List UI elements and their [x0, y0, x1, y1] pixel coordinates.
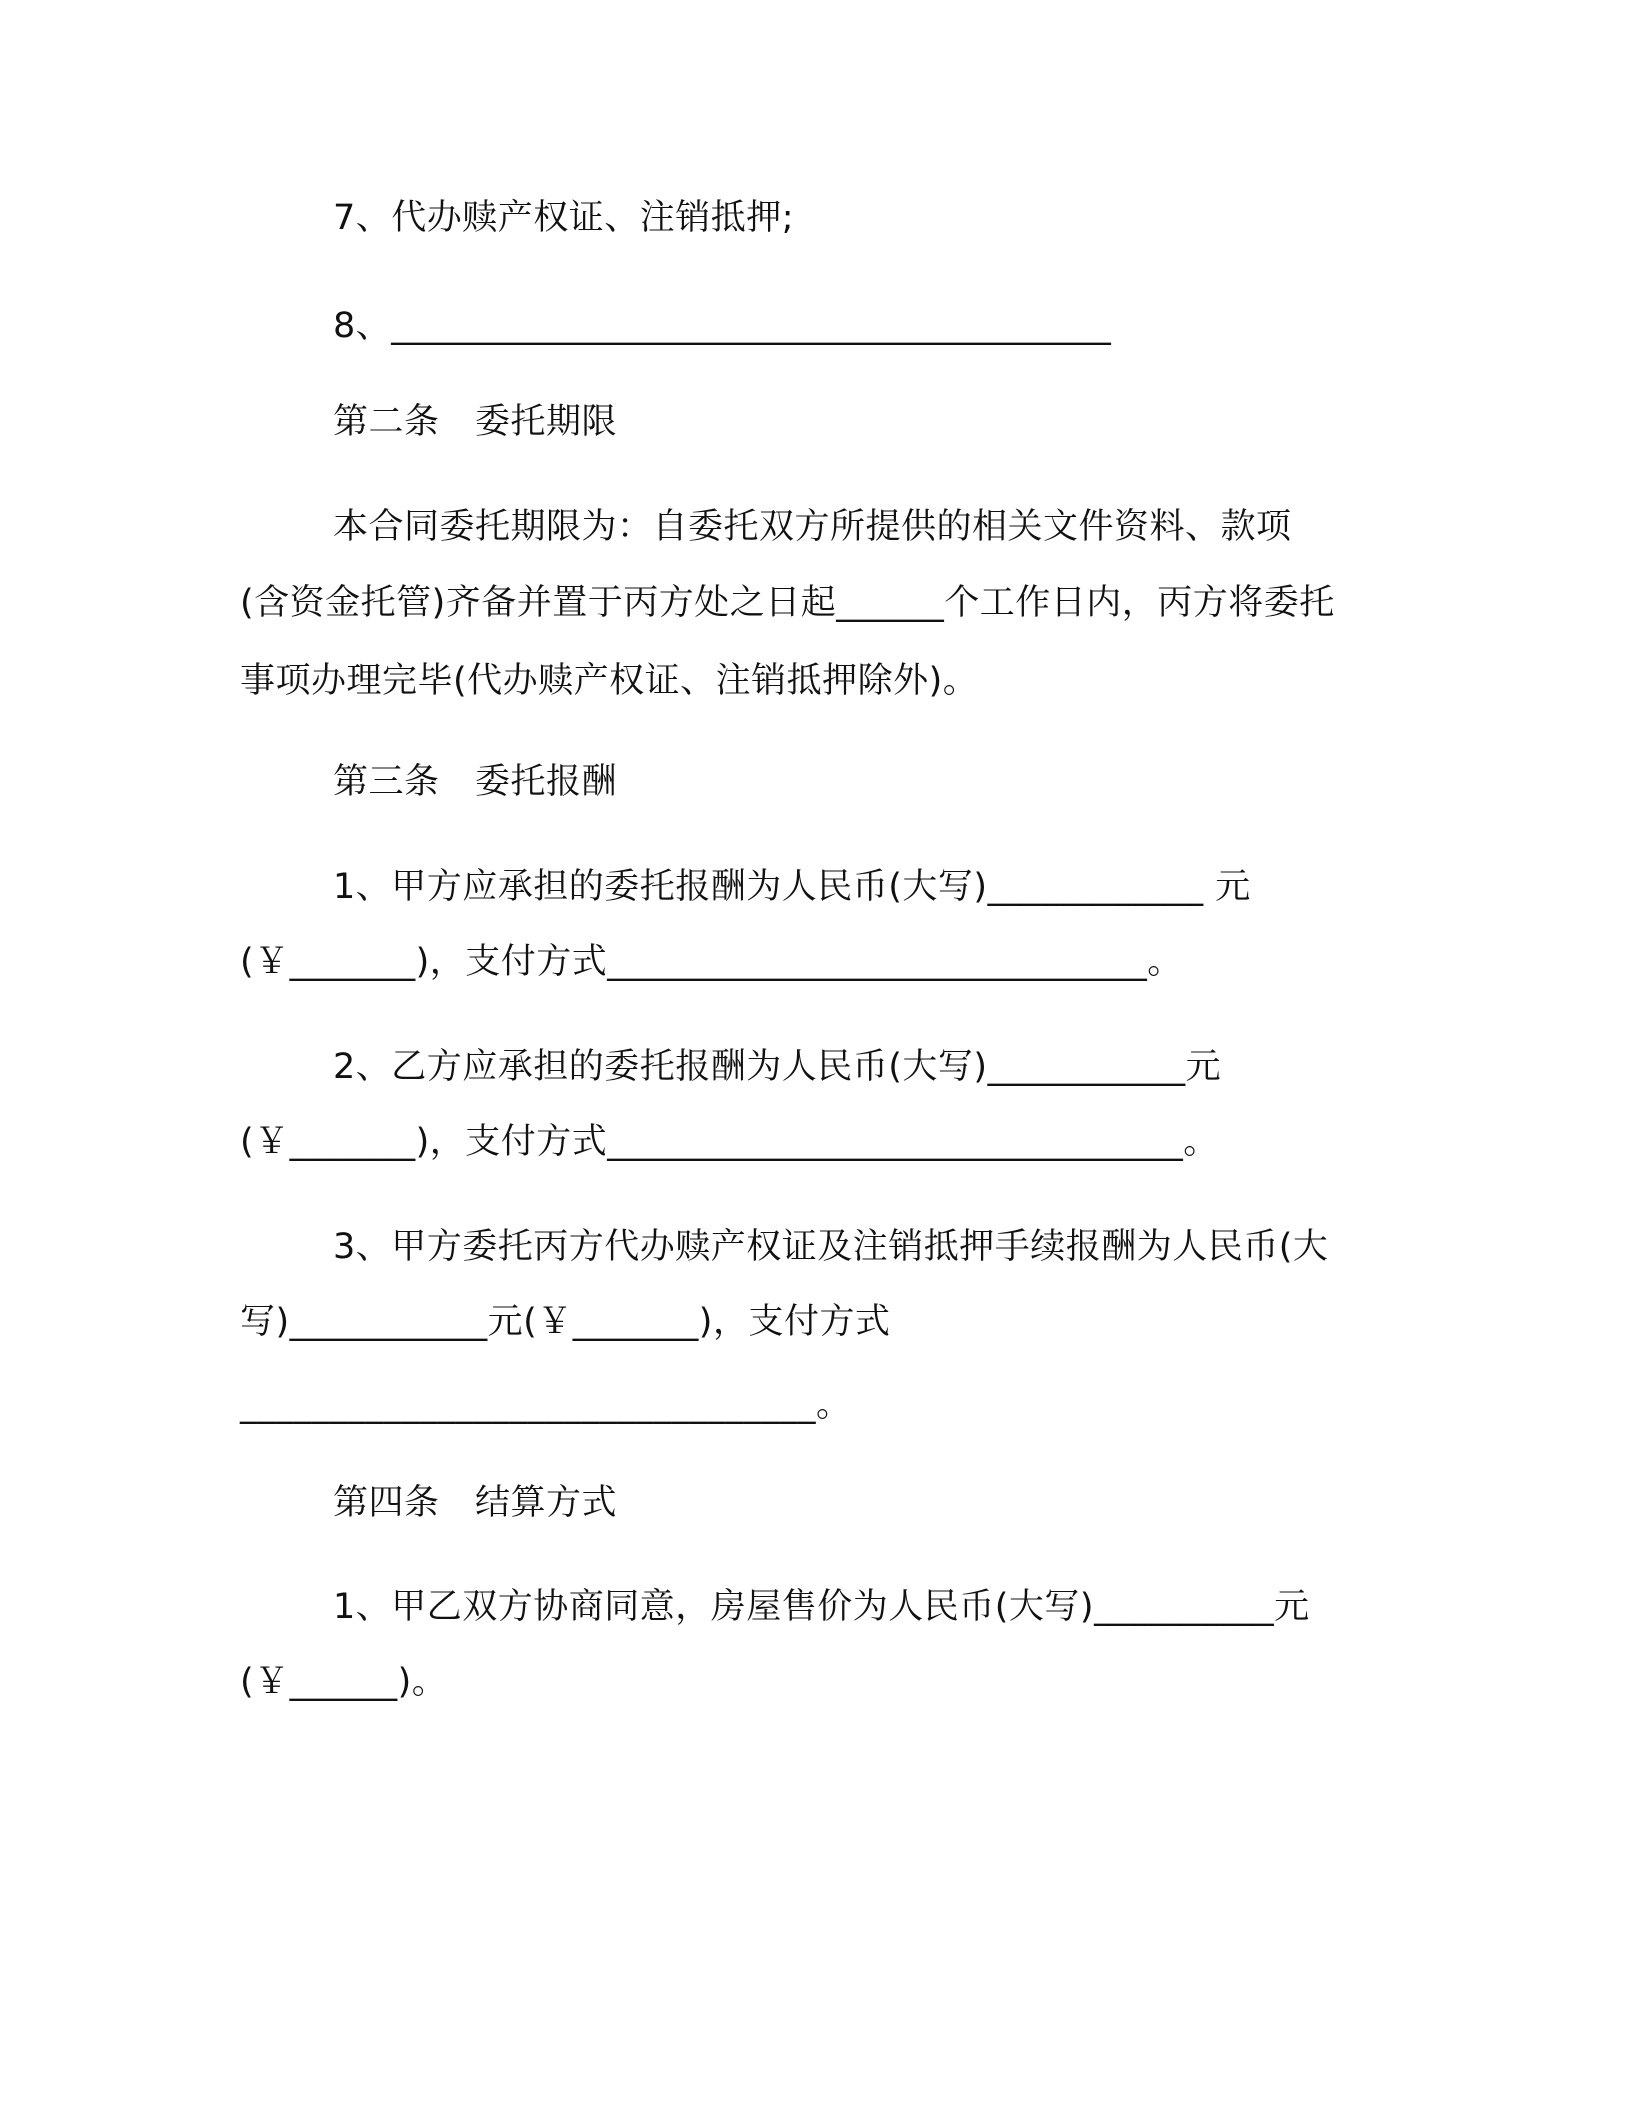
- clause-item-7: 7、代办赎产权证、注销抵押;: [333, 198, 795, 238]
- article-3-item-2-line-2: (￥_______)，支付方式________________________________。: [240, 1122, 1219, 1162]
- article-4-heading: 第四条 结算方式: [333, 1483, 618, 1523]
- article-2-text-line-2: (含资金托管)齐备并置于丙方处之日起______个工作日内，丙方将委托: [240, 583, 1335, 623]
- article-3-item-2-line-1: 2、乙方应承担的委托报酬为人民币(大写)___________元: [333, 1047, 1222, 1087]
- article-4-item-1-line-2: (￥______)。: [240, 1662, 448, 1702]
- article-4-item-1-line-1: 1、甲乙双方协商同意，房屋售价为人民币(大写)__________元: [333, 1587, 1310, 1627]
- article-3-item-3-line-3: ________________________________。: [240, 1385, 852, 1425]
- clause-item-8-blank: 8、________________________________________: [333, 306, 1112, 346]
- article-3-heading: 第三条 委托报酬: [333, 762, 618, 802]
- article-3-item-3-line-2: 写)___________元(￥_______)，支付方式: [240, 1302, 891, 1342]
- article-3-item-1-line-2: (￥_______)，支付方式______________________________。: [240, 942, 1183, 982]
- article-2-heading: 第二条 委托期限: [333, 402, 618, 442]
- article-3-item-1-line-1: 1、甲方应承担的委托报酬为人民币(大写)____________ 元: [333, 867, 1251, 907]
- article-2-text-line-1: 本合同委托期限为：自委托双方所提供的相关文件资料、款项: [333, 507, 1292, 547]
- article-3-item-3-line-1: 3、甲方委托丙方代办赎产权证及注销抵押手续报酬为人民币(大: [333, 1227, 1329, 1267]
- article-2-text-line-3: 事项办理完毕(代办赎产权证、注销抵押除外)。: [240, 661, 979, 701]
